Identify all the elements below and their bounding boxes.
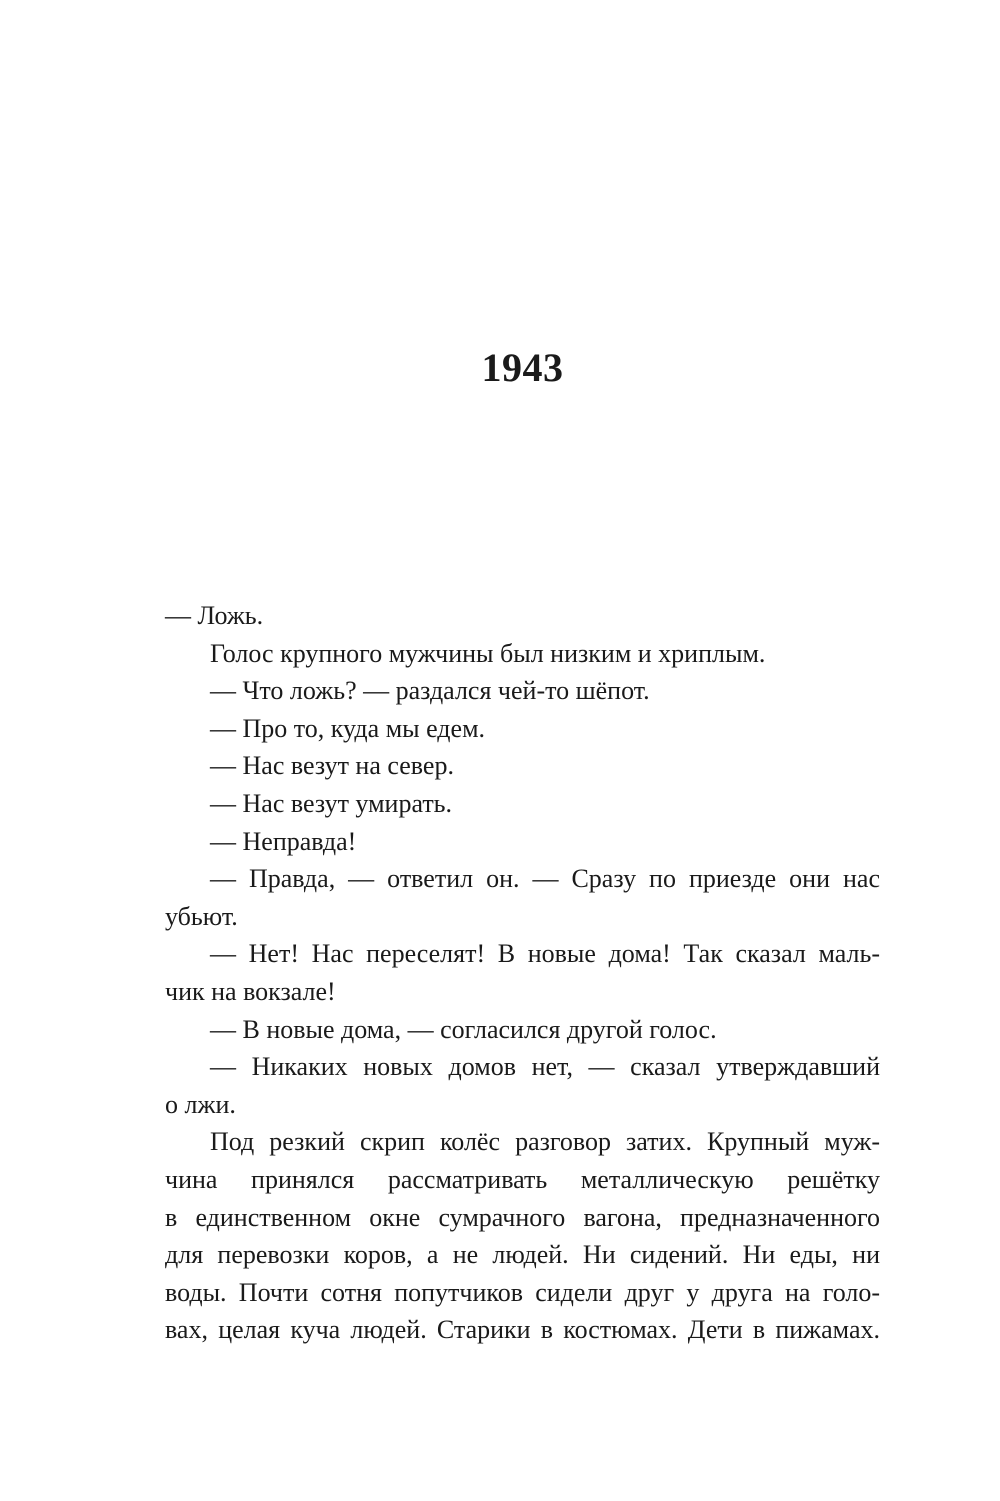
body-text (165, 597, 880, 1349)
text-line: — Неправда! (210, 826, 357, 856)
text-line: убьют. (165, 901, 238, 931)
text-line: — Нас везут умирать. (210, 788, 453, 818)
text-line: Голос крупного мужчины был низким и хриплым. (210, 638, 766, 668)
text-line: — Никаких новых домов нет, — сказал утверждавший (210, 1052, 880, 1082)
text-line: вах, целая куча людей. Старики в костюмах. Дети в пижамах. (165, 1315, 880, 1345)
text-line: для перевозки коров, а не людей. Ни сидений. Ни еды, ни (165, 1240, 880, 1270)
text-line: чина принялся рассматривать металлическую решётку (165, 1164, 880, 1194)
text-line: о лжи. (165, 1089, 236, 1119)
text-line: — Про то, куда мы едем. (210, 713, 486, 743)
text-line: — Нет! Нас переселят! В новые дома! Так сказал маль- (210, 939, 880, 969)
chapter-title: 1943 (481, 345, 564, 390)
text-line: Под резкий скрип колёс разговор затих. Крупный муж- (210, 1127, 880, 1157)
text-line: — Ложь. (165, 601, 264, 630)
text-line: в единственном окне сумрачного вагона, предназначенного (165, 1202, 880, 1232)
text-line: — Нас везут на север. (210, 751, 454, 781)
text-line: — Что ложь? — раздался чей-то шёпот. (210, 676, 650, 706)
text-line: чик на вокзале! (165, 976, 336, 1006)
text-line: — Правда, — ответил он. — Сразу по приезде они нас (210, 864, 880, 894)
text-line: — В новые дома, — согласился другой голос. (210, 1014, 717, 1044)
text-line: воды. Почти сотня попутчиков сидели друг у друга на голо- (165, 1277, 880, 1307)
